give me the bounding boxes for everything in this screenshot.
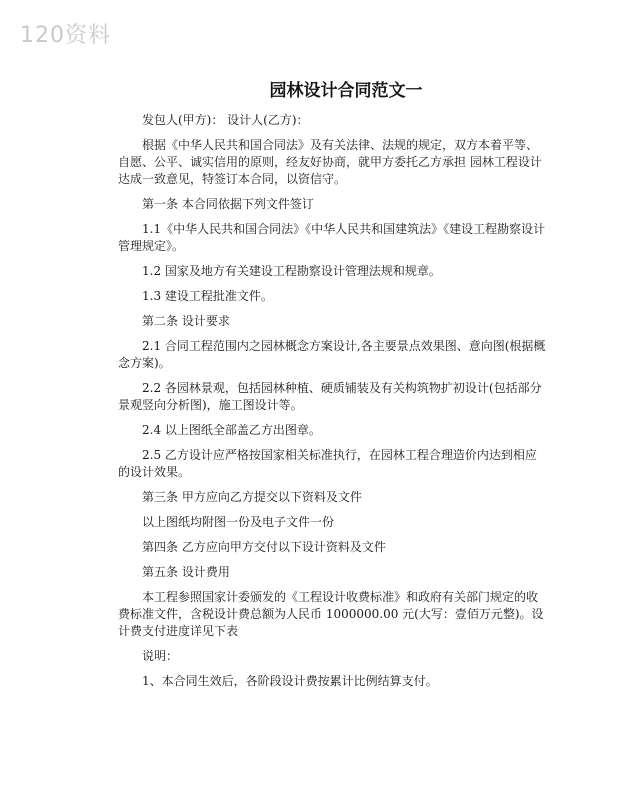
clause-2-2: 2.2 各园林景观，包括园林种植、硬质铺装及有关构筑物扩初设计(包括部分景观竖向分析图)，施工图设计等。	[118, 381, 542, 412]
note-1: 1、本合同生效后，各阶段设计费按累计比例结算支付。	[142, 674, 438, 688]
watermark-logo: 120资料	[20, 23, 111, 48]
document-title: 园林设计合同范文一	[269, 81, 423, 101]
clause-2-5: 2.5 乙方设计应严格按国家相关标准执行，在园林工程合理造价内达到相应的设计效果。	[118, 448, 537, 479]
notes-heading: 说明：	[142, 649, 179, 663]
fee-paragraph: 本工程参照国家计委颁发的《工程设计收费标准》和政府有关部门规定的收费标准文件，含税设计费总额为人民币 1000000.00 元(大写：壹佰万元整)。设计费支付进度详见下表	[118, 590, 544, 638]
article-3-heading: 第三条 甲方应向乙方提交以下资料及文件	[142, 490, 362, 504]
clause-2-4: 2.4 以上图纸全部盖乙方出图章。	[142, 423, 321, 437]
clause-1-2: 1.2 国家及地方有关建设工程勘察设计管理法规和规章。	[142, 264, 441, 278]
article-3-note: 以上图纸均附图一份及电子文件一份	[142, 515, 335, 529]
clause-1-1: 1.1《中华人民共和国合同法》《中华人民共和国建筑法》《建设工程勘察设计管理规定》。	[118, 222, 546, 253]
parties-line: 发包人(甲方)： 设计人(乙方)：	[142, 113, 309, 127]
article-5-heading: 第五条 设计费用	[142, 565, 230, 579]
document-body	[118, 112, 548, 698]
clause-2-1: 2.1 合同工程范围内之园林概念方案设计,各主要景点效果图、意向图(根据概念方案)。	[118, 339, 546, 370]
article-2-heading: 第二条 设计要求	[142, 314, 230, 328]
clause-1-3: 1.3 建设工程批准文件。	[142, 289, 273, 303]
article-4-heading: 第四条 乙方应向甲方交付以下设计资料及文件	[142, 540, 386, 554]
article-1-heading: 第一条 本合同依据下列文件签订	[142, 197, 314, 211]
preamble-paragraph: 根据《中华人民共和国合同法》及有关法律、法规的规定，双方本着平等、自愿、公平、诚实信用的原则，经友好协商，就甲方委托乙方承担 园林工程设计达成一致意见，特签订本合同，以资信守。	[118, 138, 542, 186]
